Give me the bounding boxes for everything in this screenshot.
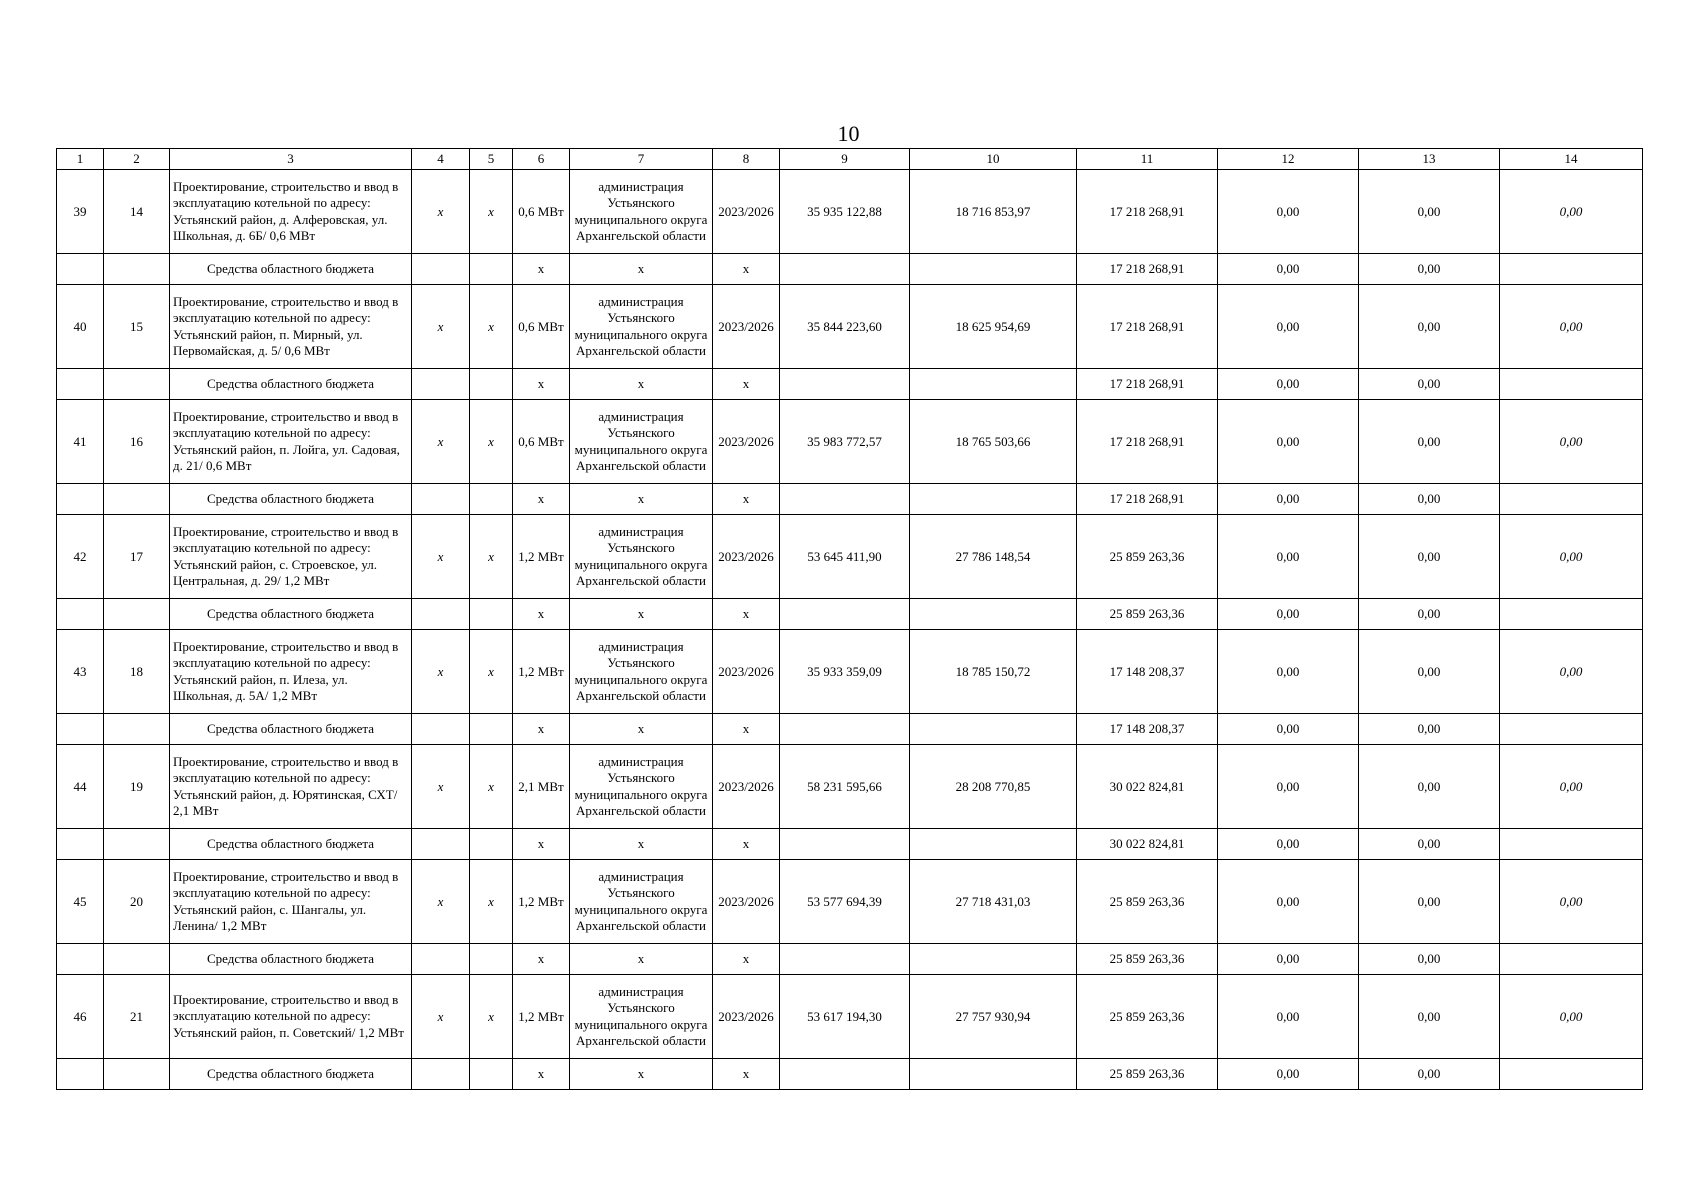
col5-mark: x	[470, 400, 513, 484]
col13-amount: 0,00	[1359, 829, 1500, 860]
col11-amount: 25 859 263,36	[1077, 599, 1218, 630]
col12-amount: 0,00	[1218, 285, 1359, 369]
period-years: 2023/2026	[713, 975, 780, 1059]
col11-amount: 17 218 268,91	[1077, 254, 1218, 285]
power-capacity: 0,6 МВт	[513, 400, 570, 484]
executor: администрация Устьянского муниципального округа Архангельской области	[570, 400, 713, 484]
empty-cell	[57, 944, 104, 975]
power-capacity: 2,1 МВт	[513, 745, 570, 829]
col4-mark: x	[412, 630, 470, 714]
col13-amount: 0,00	[1359, 369, 1500, 400]
total-cost: 53 577 694,39	[780, 860, 910, 944]
empty-cell	[57, 484, 104, 515]
power-capacity: 0,6 МВт	[513, 170, 570, 254]
project-row	[57, 515, 1643, 599]
row-number: 41	[57, 400, 104, 484]
col13-amount: 0,00	[1359, 170, 1500, 254]
empty-cell	[780, 944, 910, 975]
header-row	[57, 149, 1643, 170]
empty-cell	[1500, 944, 1643, 975]
col10-amount: 28 208 770,85	[910, 745, 1077, 829]
period-years: 2023/2026	[713, 630, 780, 714]
row-number: 43	[57, 630, 104, 714]
header-cell: 10	[910, 149, 1077, 170]
item-number: 15	[104, 285, 170, 369]
col12-amount: 0,00	[1218, 630, 1359, 714]
empty-cell	[57, 1059, 104, 1090]
col11-amount: 30 022 824,81	[1077, 829, 1218, 860]
total-cost: 35 844 223,60	[780, 285, 910, 369]
col13-amount: 0,00	[1359, 714, 1500, 745]
empty-cell	[470, 254, 513, 285]
project-row	[57, 285, 1643, 369]
empty-cell	[1500, 599, 1643, 630]
empty-cell	[412, 829, 470, 860]
col5-mark: x	[470, 170, 513, 254]
header-cell: 14	[1500, 149, 1643, 170]
col14-amount: 0,00	[1500, 400, 1643, 484]
col13-amount: 0,00	[1359, 285, 1500, 369]
page-number: 10	[837, 121, 860, 146]
funding-source-label: Средства областного бюджета	[170, 599, 412, 630]
item-number: 14	[104, 170, 170, 254]
period-years: 2023/2026	[713, 745, 780, 829]
col12-amount: 0,00	[1218, 400, 1359, 484]
total-cost: 53 645 411,90	[780, 515, 910, 599]
col10-amount: 18 625 954,69	[910, 285, 1077, 369]
col12-amount: 0,00	[1218, 515, 1359, 599]
col11-amount: 17 218 268,91	[1077, 170, 1218, 254]
empty-cell	[470, 369, 513, 400]
table-body	[57, 149, 1643, 1090]
col6-mark: x	[513, 599, 570, 630]
funding-source-label: Средства областного бюджета	[170, 944, 412, 975]
empty-cell	[57, 714, 104, 745]
empty-cell	[1500, 254, 1643, 285]
col4-mark: x	[412, 170, 470, 254]
col8-mark: x	[713, 254, 780, 285]
executor: администрация Устьянского муниципального округа Архангельской области	[570, 285, 713, 369]
funding-source-label: Средства областного бюджета	[170, 714, 412, 745]
empty-cell	[910, 829, 1077, 860]
empty-cell	[910, 714, 1077, 745]
period-years: 2023/2026	[713, 515, 780, 599]
funding-source-label: Средства областного бюджета	[170, 369, 412, 400]
col13-amount: 0,00	[1359, 975, 1500, 1059]
col11-amount: 17 148 208,37	[1077, 630, 1218, 714]
header-cell: 13	[1359, 149, 1500, 170]
empty-cell	[780, 829, 910, 860]
col11-amount: 17 218 268,91	[1077, 484, 1218, 515]
col5-mark: x	[470, 745, 513, 829]
executor: администрация Устьянского муниципального округа Архангельской области	[570, 515, 713, 599]
col6-mark: x	[513, 1059, 570, 1090]
project-description: Проектирование, строительство и ввод в эксплуатацию котельной по адресу: Устьянский район, п. Лойга, ул. Садовая, д. 21/ 0,6 МВт	[170, 400, 412, 484]
col14-amount: 0,00	[1500, 515, 1643, 599]
col5-mark: x	[470, 515, 513, 599]
empty-cell	[104, 714, 170, 745]
period-years: 2023/2026	[713, 285, 780, 369]
col7-mark: x	[570, 714, 713, 745]
col10-amount: 18 716 853,97	[910, 170, 1077, 254]
row-number: 40	[57, 285, 104, 369]
col12-amount: 0,00	[1218, 170, 1359, 254]
col12-amount: 0,00	[1218, 1059, 1359, 1090]
empty-cell	[104, 369, 170, 400]
row-number: 45	[57, 860, 104, 944]
total-cost: 35 933 359,09	[780, 630, 910, 714]
col11-amount: 25 859 263,36	[1077, 1059, 1218, 1090]
empty-cell	[412, 369, 470, 400]
empty-cell	[412, 944, 470, 975]
col4-mark: x	[412, 860, 470, 944]
empty-cell	[1500, 484, 1643, 515]
col14-amount: 0,00	[1500, 975, 1643, 1059]
header-cell: 9	[780, 149, 910, 170]
col11-amount: 17 148 208,37	[1077, 714, 1218, 745]
header-cell: 3	[170, 149, 412, 170]
empty-cell	[57, 599, 104, 630]
col6-mark: x	[513, 254, 570, 285]
col13-amount: 0,00	[1359, 944, 1500, 975]
empty-cell	[412, 484, 470, 515]
funding-source-row	[57, 829, 1643, 860]
total-cost: 58 231 595,66	[780, 745, 910, 829]
empty-cell	[780, 1059, 910, 1090]
empty-cell	[910, 254, 1077, 285]
funding-source-row	[57, 1059, 1643, 1090]
col13-amount: 0,00	[1359, 484, 1500, 515]
header-cell: 1	[57, 149, 104, 170]
col7-mark: x	[570, 484, 713, 515]
col12-amount: 0,00	[1218, 369, 1359, 400]
row-number: 46	[57, 975, 104, 1059]
col5-mark: x	[470, 630, 513, 714]
col7-mark: x	[570, 254, 713, 285]
col11-amount: 25 859 263,36	[1077, 515, 1218, 599]
header-cell: 11	[1077, 149, 1218, 170]
empty-cell	[104, 829, 170, 860]
col7-mark: x	[570, 829, 713, 860]
total-cost: 53 617 194,30	[780, 975, 910, 1059]
header-cell: 6	[513, 149, 570, 170]
col12-amount: 0,00	[1218, 745, 1359, 829]
col11-amount: 25 859 263,36	[1077, 975, 1218, 1059]
col8-mark: x	[713, 1059, 780, 1090]
col13-amount: 0,00	[1359, 254, 1500, 285]
funding-source-row	[57, 714, 1643, 745]
empty-cell	[470, 829, 513, 860]
col11-amount: 30 022 824,81	[1077, 745, 1218, 829]
col10-amount: 27 757 930,94	[910, 975, 1077, 1059]
period-years: 2023/2026	[713, 860, 780, 944]
empty-cell	[104, 944, 170, 975]
empty-cell	[57, 369, 104, 400]
header-cell: 8	[713, 149, 780, 170]
funding-source-row	[57, 484, 1643, 515]
item-number: 18	[104, 630, 170, 714]
header-cell: 2	[104, 149, 170, 170]
executor: администрация Устьянского муниципального округа Архангельской области	[570, 170, 713, 254]
col11-amount: 17 218 268,91	[1077, 400, 1218, 484]
col10-amount: 18 785 150,72	[910, 630, 1077, 714]
empty-cell	[104, 599, 170, 630]
col13-amount: 0,00	[1359, 630, 1500, 714]
funding-source-label: Средства областного бюджета	[170, 254, 412, 285]
col4-mark: x	[412, 975, 470, 1059]
power-capacity: 1,2 МВт	[513, 515, 570, 599]
executor: администрация Устьянского муниципального округа Архангельской области	[570, 630, 713, 714]
project-row	[57, 400, 1643, 484]
project-description: Проектирование, строительство и ввод в эксплуатацию котельной по адресу: Устьянский район, п. Илеза, ул. Школьная, д. 5А/ 1,2 МВт	[170, 630, 412, 714]
total-cost: 35 935 122,88	[780, 170, 910, 254]
col14-amount: 0,00	[1500, 285, 1643, 369]
power-capacity: 1,2 МВт	[513, 630, 570, 714]
col8-mark: x	[713, 714, 780, 745]
empty-cell	[1500, 1059, 1643, 1090]
col13-amount: 0,00	[1359, 1059, 1500, 1090]
funding-source-label: Средства областного бюджета	[170, 484, 412, 515]
funding-source-row	[57, 599, 1643, 630]
funding-source-label: Средства областного бюджета	[170, 829, 412, 860]
item-number: 19	[104, 745, 170, 829]
item-number: 17	[104, 515, 170, 599]
project-row	[57, 170, 1643, 254]
budget-table	[56, 148, 1643, 1090]
col11-amount: 25 859 263,36	[1077, 860, 1218, 944]
empty-cell	[470, 484, 513, 515]
empty-cell	[780, 254, 910, 285]
col6-mark: x	[513, 369, 570, 400]
col7-mark: x	[570, 944, 713, 975]
col6-mark: x	[513, 714, 570, 745]
empty-cell	[104, 1059, 170, 1090]
col14-amount: 0,00	[1500, 170, 1643, 254]
col13-amount: 0,00	[1359, 400, 1500, 484]
power-capacity: 1,2 МВт	[513, 860, 570, 944]
col8-mark: x	[713, 484, 780, 515]
project-description: Проектирование, строительство и ввод в эксплуатацию котельной по адресу: Устьянский район, д. Алферовская, ул. Школьная, д. 6Б/ 0,6 МВт	[170, 170, 412, 254]
empty-cell	[470, 599, 513, 630]
col4-mark: x	[412, 745, 470, 829]
funding-source-label: Средства областного бюджета	[170, 1059, 412, 1090]
funding-source-row	[57, 944, 1643, 975]
col5-mark: x	[470, 285, 513, 369]
empty-cell	[470, 1059, 513, 1090]
col7-mark: x	[570, 1059, 713, 1090]
empty-cell	[780, 714, 910, 745]
col6-mark: x	[513, 944, 570, 975]
empty-cell	[412, 254, 470, 285]
project-description: Проектирование, строительство и ввод в эксплуатацию котельной по адресу: Устьянский район, д. Юрятинская, СХТ/ 2,1 МВт	[170, 745, 412, 829]
col7-mark: x	[570, 599, 713, 630]
empty-cell	[412, 714, 470, 745]
header-cell: 12	[1218, 149, 1359, 170]
funding-source-row	[57, 254, 1643, 285]
col12-amount: 0,00	[1218, 860, 1359, 944]
row-number: 42	[57, 515, 104, 599]
empty-cell	[780, 599, 910, 630]
col4-mark: x	[412, 400, 470, 484]
item-number: 21	[104, 975, 170, 1059]
col12-amount: 0,00	[1218, 599, 1359, 630]
project-description: Проектирование, строительство и ввод в эксплуатацию котельной по адресу: Устьянский район, п. Советский/ 1,2 МВт	[170, 975, 412, 1059]
col5-mark: x	[470, 860, 513, 944]
empty-cell	[910, 484, 1077, 515]
col12-amount: 0,00	[1218, 975, 1359, 1059]
total-cost: 35 983 772,57	[780, 400, 910, 484]
executor: администрация Устьянского муниципального округа Архангельской области	[570, 745, 713, 829]
period-years: 2023/2026	[713, 400, 780, 484]
col12-amount: 0,00	[1218, 484, 1359, 515]
empty-cell	[1500, 369, 1643, 400]
project-row	[57, 975, 1643, 1059]
empty-cell	[104, 484, 170, 515]
col10-amount: 27 786 148,54	[910, 515, 1077, 599]
col13-amount: 0,00	[1359, 745, 1500, 829]
project-row	[57, 630, 1643, 714]
col11-amount: 17 218 268,91	[1077, 285, 1218, 369]
col13-amount: 0,00	[1359, 515, 1500, 599]
col10-amount: 27 718 431,03	[910, 860, 1077, 944]
row-number: 39	[57, 170, 104, 254]
header-cell: 7	[570, 149, 713, 170]
col6-mark: x	[513, 829, 570, 860]
row-number: 44	[57, 745, 104, 829]
empty-cell	[104, 254, 170, 285]
power-capacity: 1,2 МВт	[513, 975, 570, 1059]
empty-cell	[1500, 829, 1643, 860]
power-capacity: 0,6 МВт	[513, 285, 570, 369]
col12-amount: 0,00	[1218, 254, 1359, 285]
col11-amount: 25 859 263,36	[1077, 944, 1218, 975]
header-cell: 5	[470, 149, 513, 170]
col4-mark: x	[412, 515, 470, 599]
col12-amount: 0,00	[1218, 829, 1359, 860]
col4-mark: x	[412, 285, 470, 369]
empty-cell	[780, 369, 910, 400]
funding-source-row	[57, 369, 1643, 400]
empty-cell	[57, 829, 104, 860]
col13-amount: 0,00	[1359, 599, 1500, 630]
project-description: Проектирование, строительство и ввод в эксплуатацию котельной по адресу: Устьянский район, п. Мирный, ул. Первомайская, д. 5/ 0,6 МВт	[170, 285, 412, 369]
project-description: Проектирование, строительство и ввод в эксплуатацию котельной по адресу: Устьянский район, с. Строевское, ул. Центральная, д. 29/ 1,2 МВт	[170, 515, 412, 599]
col7-mark: x	[570, 369, 713, 400]
item-number: 16	[104, 400, 170, 484]
col11-amount: 17 218 268,91	[1077, 369, 1218, 400]
empty-cell	[57, 254, 104, 285]
empty-cell	[412, 599, 470, 630]
col8-mark: x	[713, 829, 780, 860]
empty-cell	[910, 599, 1077, 630]
header-cell: 4	[412, 149, 470, 170]
col8-mark: x	[713, 599, 780, 630]
empty-cell	[910, 944, 1077, 975]
executor: администрация Устьянского муниципального округа Архангельской области	[570, 860, 713, 944]
col10-amount: 18 765 503,66	[910, 400, 1077, 484]
project-row	[57, 860, 1643, 944]
empty-cell	[910, 1059, 1077, 1090]
project-row	[57, 745, 1643, 829]
col8-mark: x	[713, 369, 780, 400]
col8-mark: x	[713, 944, 780, 975]
col14-amount: 0,00	[1500, 860, 1643, 944]
empty-cell	[470, 944, 513, 975]
project-description: Проектирование, строительство и ввод в эксплуатацию котельной по адресу: Устьянский район, с. Шангалы, ул. Ленина/ 1,2 МВт	[170, 860, 412, 944]
col13-amount: 0,00	[1359, 860, 1500, 944]
empty-cell	[910, 369, 1077, 400]
col6-mark: x	[513, 484, 570, 515]
col12-amount: 0,00	[1218, 714, 1359, 745]
empty-cell	[470, 714, 513, 745]
col12-amount: 0,00	[1218, 944, 1359, 975]
item-number: 20	[104, 860, 170, 944]
col5-mark: x	[470, 975, 513, 1059]
col14-amount: 0,00	[1500, 745, 1643, 829]
executor: администрация Устьянского муниципального округа Архангельской области	[570, 975, 713, 1059]
empty-cell	[1500, 714, 1643, 745]
period-years: 2023/2026	[713, 170, 780, 254]
empty-cell	[412, 1059, 470, 1090]
col14-amount: 0,00	[1500, 630, 1643, 714]
empty-cell	[780, 484, 910, 515]
